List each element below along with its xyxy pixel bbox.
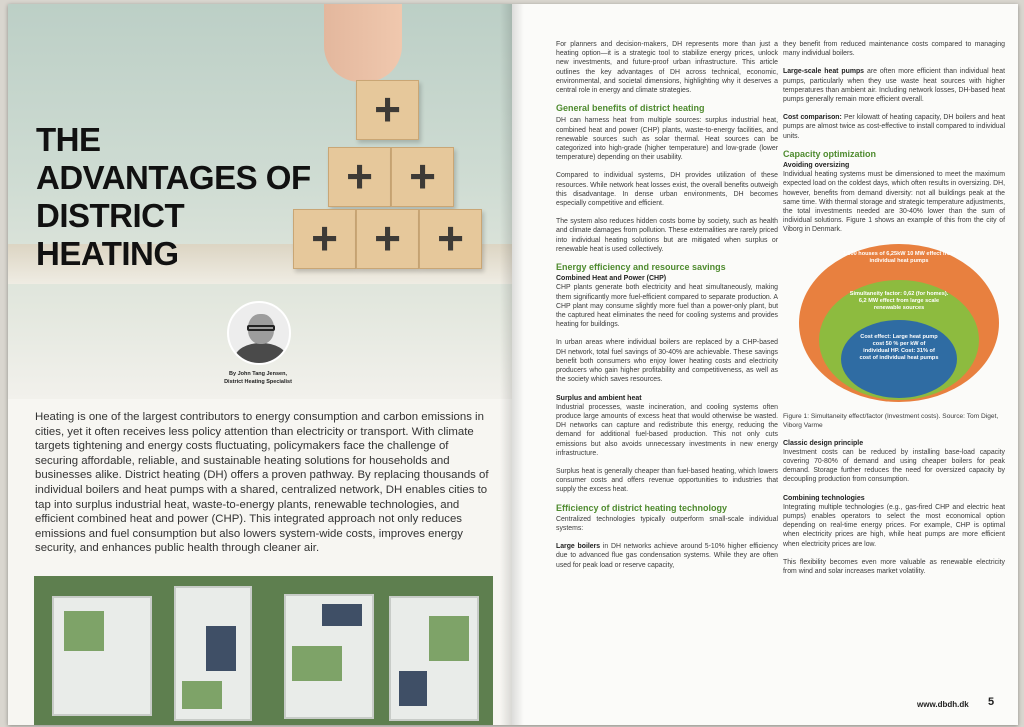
paragraph: Surplus heat is generally cheaper than fuel-based heating, which lowers consumer costs and offers revenue opportunities to industries that supply the excess heat. (556, 467, 778, 494)
section-heading: Energy efficiency and resource savings (556, 262, 726, 273)
paragraph: Centralized technologies typically outperform small-scale individual systems: (556, 515, 778, 532)
paragraph (783, 67, 1005, 104)
author-name: By John Tang Jensen, (229, 371, 287, 377)
paragraph: For planners and decision-makers, DH represents more than just a heating option—it is a strategic tool to stabilize energy prices, unlock new investments, and future-proof urban infrastructure. This article outlines the key advantages of DH across technical, economic, environmental, and societal dimensions, highlighting why it deserves a central role in energy and climate strategies. (556, 41, 778, 95)
paragraph (556, 542, 778, 570)
paragraph: In urban areas where individual boilers are replaced by a CHP-based DH network, total fuel savings of 30-40% are achievable. These savings benefit both consumers who enjoy lower heating costs and electricity producers who gain higher profitability and competitiveness, as well as the society which saves resources. (556, 339, 778, 384)
subheading: Combined Heat and Power (CHP) (556, 275, 667, 283)
avatar-shoulders (235, 343, 287, 365)
footer-url: www.dbdh.dk (917, 700, 969, 709)
left-page (8, 4, 512, 725)
paragraph: DH can harness heat from multiple sources: surplus industrial heat, combined heat and power (CHP) plants, waste-to-energy facilities, and renewable sources such as solar thermal. Heat sources can be categorized into high-grade (higher temperature) and low-grade (lower temperature) depending on their usability. (556, 117, 778, 162)
subheading: Surplus and ambient heat (556, 394, 642, 402)
paragraph: Integrating multiple technologies (e.g., gas-fired CHP and electric heat pumps) enables operators to select the most economical option depending on real-time energy prices. For example, CHP is optimal when electricity prices are high, while heat pumps are more efficient when electricity prices are low. (783, 503, 1005, 548)
paragraph-text: in DH networks achieve around 5-10% higher efficiency due to advanced flue gas condensation systems. While they are often used for peak load or reserve capacity, (556, 543, 778, 569)
paragraph: This flexibility becomes even more valuable as renewable electricity from wind and solar increases market volatility. (783, 558, 1005, 576)
paragraph: CHP plants generate both electricity and heat simultaneously, making them significantly more fuel-efficient compared to separate production. A CHP plant may consume slightly more fuel than a power-only plant, but the captured heat eliminates the need for cooling systems and provides heating for buildings. (556, 284, 778, 329)
inner-ellipse (841, 320, 957, 398)
simultaneity-figure (799, 244, 999, 402)
avatar-glasses (247, 325, 275, 331)
plus-block: + (293, 209, 356, 269)
plus-block-top: + (356, 80, 419, 140)
plus-block: + (419, 209, 482, 269)
lead-phrase: Cost comparison: (783, 114, 842, 122)
author-role: District Heating Specialist (224, 379, 292, 385)
intro-paragraph: Heating is one of the largest contributors to energy consumption and carbon emissions in cities, yet it often receives less policy attention than electricity or transport. With climate targets tightening and energy costs fluctuating, policymakers face the challenge of securing affordable, reliable, and sustainable heating solutions for households and businesses alike. District heating (DH) offers a proven pathway. By replacing thousands of individual boilers and heat pumps with a shared, centralized network, DH enables cities to tap into surplus industrial heat, waste-to-energy plants, renewable technologies, and efficient combined heat and power (CHP). This integrated approach not only reduces emissions and fuel consumption but also lowers system-wide costs, improves energy security, and enhances public health through cleaner air. (35, 411, 489, 555)
aerial-buildings-photo (34, 576, 493, 725)
right-page (512, 4, 1018, 725)
section-heading: General benefits of district heating (556, 103, 705, 114)
paragraph: Industrial processes, waste incineration, and cooling systems often produce large amounts of excess heat that would otherwise be wasted. DH networks can capture and redistribute this energy, reducing the demand for additional fuel-based production. This not only cuts emissions but also avoids unnecessary investments in new energy infrastructure. (556, 403, 778, 457)
paragraph: they benefit from reduced maintenance costs compared to managing many individual boilers. (783, 41, 1005, 58)
page-gutter-shadow (500, 4, 524, 725)
section-heading: Efficiency of district heating technology (556, 502, 728, 513)
subheading: Avoiding oversizing (783, 162, 850, 170)
section-heading: Capacity optimization (783, 148, 877, 159)
subheading: Combining technologies (783, 494, 865, 502)
plus-block: + (391, 147, 454, 207)
paragraph: The system also reduces hidden costs borne by society, such as health and climate damages from pollution. These externalities are rarely priced into individual heating solutions but are mitigated when surplus or renewable heat is used collectively. (556, 218, 779, 253)
inner-ellipse-label: Cost effect: Large heat pump cost 50 % per kW of individual HP. Cost: 31% of cost of individual heat pumps (859, 333, 939, 361)
lead-phrase: Large-scale heat pumps (783, 68, 865, 76)
paragraph-text: Per kilowatt of heating capacity, DH boilers and heat pumps are almost twice as cost-effective to install compared to individual units. (783, 114, 1006, 140)
outer-ellipse-label: 1.600 houses of 6,25kW 10 MW effect from individual heat pumps (842, 250, 956, 264)
lead-phrase: Large boilers (556, 543, 601, 551)
page-number: 5 (988, 696, 995, 708)
figure-caption: Figure 1: Simultaneity effect/factor (Investment costs). Source: Tom Diget, Viborg Varme (783, 412, 999, 429)
hand-finger-image (324, 4, 402, 82)
paragraph: Individual heating systems must be dimensioned to meet the maximum expected load on the coldest days, which often results in oversizing. DH, however, benefits from demand diversity: not all buildings peak at the same time. With thermal storage and strategic temperature adjustments, the total investments needed are 30-40% lower than the sum of individual solutions. Figure 1 shows an example of this from the city of Viborg in Denmark. (783, 171, 1005, 234)
text-column-2 (783, 40, 1005, 585)
paragraph: Compared to individual systems, DH provides utilization of these resources. While network heat losses exist, the overall benefits outweigh this disadvantage. In dense urban environments, DH becomes especially competitive and efficient. (556, 172, 778, 208)
subheading: Classic design principle (783, 439, 864, 447)
middle-ellipse-label: Simultaneity factor: 0,62 (for homes). 6,2 MW effect from large scale renewable sources (849, 290, 949, 311)
article-title: THE ADVANTAGES OF DISTRICT HEATING (36, 121, 311, 272)
paragraph-text: are often more efficient than individual heat pumps, particularly when they use waste heat sources with higher temperatures than ambient air. Including network losses, DH-based heat pumps generally remain more efficient overall. (783, 68, 1006, 104)
text-column-1 (556, 40, 778, 579)
plus-block: + (356, 209, 419, 269)
author-avatar (227, 301, 291, 365)
author-byline (168, 370, 348, 386)
paragraph (783, 113, 1005, 141)
plus-block: + (328, 147, 391, 207)
magazine-spread (8, 4, 1018, 725)
paragraph: Investment costs can be reduced by installing base-load capacity covering 70-80% of demand and using cheaper boilers for peak demand. Storage further reduces the need for oversized capacity by decoupling production from consumption. (783, 448, 1005, 484)
